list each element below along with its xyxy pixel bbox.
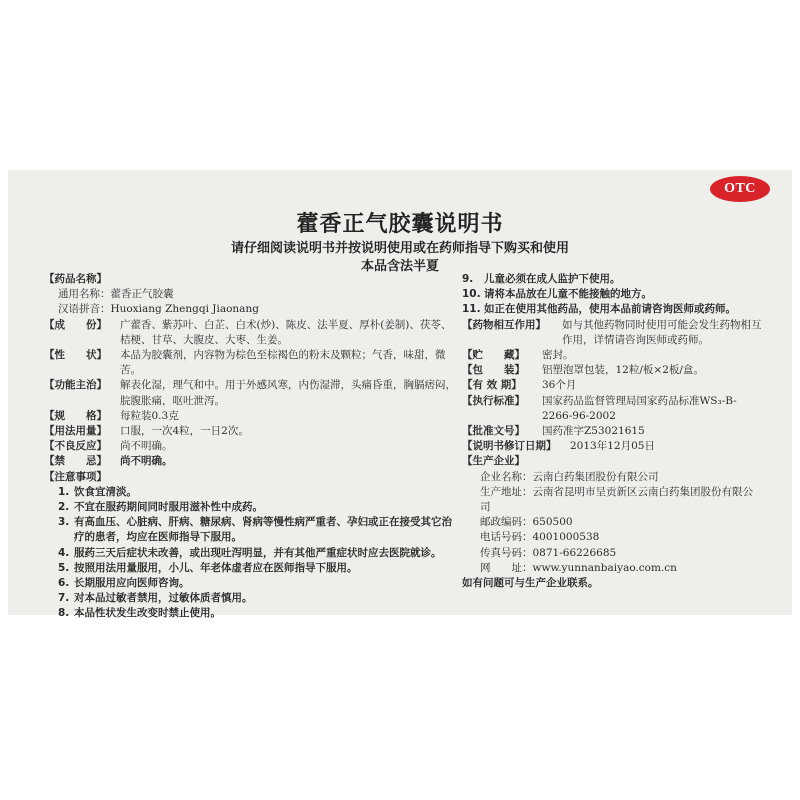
dosage-section bbox=[44, 424, 456, 439]
storage-section bbox=[462, 348, 762, 363]
ingredients-text: 广藿香、紫苏叶、白芷、白术(炒)、陈皮、法半夏、厚朴(姜制)、茯苓、桔梗、甘草、大腹皮、大枣、生姜。 bbox=[120, 318, 452, 346]
list-item: 4. 服药三天后症状未改善，或出现吐泻明显，并有其他严重症状时应去医院就诊。 bbox=[58, 546, 442, 559]
subtitle-secondary: 本品含法半夏 bbox=[360, 259, 439, 274]
list-item: 11. 如正在使用其他药品，使用本品前请咨询医师或药师。 bbox=[462, 303, 736, 316]
maker-address: 生产地址：云南省昆明市呈贡新区云南白药集团股份有限公司 bbox=[480, 485, 753, 514]
package-header: 【包 装】 bbox=[462, 364, 525, 377]
storage-text: 密封。 bbox=[542, 349, 574, 362]
page-title: 藿香正气胶囊说明书 bbox=[296, 212, 504, 237]
notes-list bbox=[44, 485, 456, 622]
list-item: 7. 对本品过敏者禁用，过敏体质者慎用。 bbox=[58, 592, 253, 605]
indication-text: 解表化湿，理气和中。用于外感风寒，内伤湿滞，头痛昏重，胸膈痞闷，脘腹胀痛，呕吐泄泻。 bbox=[120, 379, 456, 407]
adverse-header: 【不良反应】 bbox=[44, 440, 107, 453]
package-section bbox=[462, 363, 762, 378]
approval-header: 【批准文号】 bbox=[462, 425, 525, 438]
adverse-text: 尚不明确。 bbox=[120, 440, 173, 453]
interaction-section bbox=[462, 318, 762, 348]
validity-text: 36个月 bbox=[542, 379, 577, 392]
notes-list-continued bbox=[462, 272, 762, 318]
revision-text: 2013年12月05日 bbox=[570, 440, 655, 453]
fax-number: 传真号码：0871-66226685 bbox=[480, 546, 617, 559]
character-header: 【性 状】 bbox=[44, 349, 107, 362]
approval-text: 国药准字Z53021615 bbox=[542, 425, 645, 438]
list-item: 10. 请将本品放在儿童不能接触的地方。 bbox=[462, 288, 652, 301]
drug-name-header: 【药品名称】 bbox=[44, 273, 107, 285]
generic-name: 通用名称：藿香正气胶囊 bbox=[58, 288, 174, 301]
list-item: 8. 本品性状发生改变时禁止使用。 bbox=[58, 607, 221, 620]
list-item: 5. 按照用法用量服用，小儿、年老体虚者应在医师指导下服用。 bbox=[58, 561, 358, 574]
standard-section bbox=[462, 394, 762, 424]
interaction-text: 如与其他药物同时使用可能会发生药物相互作用，详情请咨询医师或药师。 bbox=[562, 318, 762, 346]
contra-section bbox=[44, 454, 456, 469]
dosage-header: 【用法用量】 bbox=[44, 425, 107, 438]
spec-header: 【规 格】 bbox=[44, 409, 107, 422]
phone-number: 电话号码：4001000538 bbox=[480, 531, 600, 544]
dosage-text: 口服，一次4粒，一日2次。 bbox=[120, 425, 249, 438]
character-section bbox=[44, 348, 456, 378]
character-text: 本品为胶囊剂，内容物为棕色至棕褐色的粉末及颗粒；气香，味甜，微苦。 bbox=[120, 349, 446, 377]
validity-section bbox=[462, 378, 762, 393]
standard-text: 国家药品监督管理局国家药品标准WS₃-B-2266-96-2002 bbox=[542, 394, 737, 422]
indication-header: 【功能主治】 bbox=[44, 379, 107, 392]
notes-header: 【注意事项】 bbox=[44, 470, 107, 483]
ingredients-section bbox=[44, 318, 456, 348]
spec-section bbox=[44, 409, 456, 424]
adverse-section bbox=[44, 439, 456, 454]
maker-name: 企业名称：云南白药集团股份有限公司 bbox=[480, 470, 659, 483]
maker-header: 【生产企业】 bbox=[462, 455, 525, 468]
ingredients-header: 【成 份】 bbox=[44, 318, 107, 331]
validity-header: 【有 效 期】 bbox=[462, 379, 522, 392]
list-item: 1. 饮食宜清淡。 bbox=[58, 485, 137, 498]
interaction-header: 【药物相互作用】 bbox=[462, 318, 546, 331]
approval-section bbox=[462, 424, 762, 439]
revision-header: 【说明书修订日期】 bbox=[462, 440, 557, 453]
indication-section bbox=[44, 378, 456, 408]
list-item: 3. 有高血压、心脏病、肝病、糖尿病、肾病等慢性病严重者、孕妇或正在接受其它治疗的患者，均应在医师指导下服用。 bbox=[58, 516, 452, 544]
storage-header: 【贮 藏】 bbox=[462, 349, 525, 362]
right-column bbox=[462, 272, 762, 591]
spec-text: 每粒装0.3克 bbox=[120, 409, 179, 422]
website: 网 址：www.yunnanbaiyao.com.cn bbox=[480, 561, 677, 574]
left-column bbox=[44, 272, 456, 622]
standard-header: 【执行标准】 bbox=[462, 394, 525, 407]
package-text: 铝塑泡罩包装，12粒/板×2板/盒。 bbox=[542, 364, 704, 377]
maker-details bbox=[462, 470, 762, 576]
list-item: 2. 不宜在服药期间同时服用滋补性中成药。 bbox=[58, 501, 263, 514]
contra-text: 尚不明确。 bbox=[120, 455, 173, 468]
list-item: 9. 儿童必须在成人监护下使用。 bbox=[462, 273, 621, 285]
list-item: 6. 长期服用应向医师咨询。 bbox=[58, 577, 190, 590]
contact-note: 如有问题可与生产企业联系。 bbox=[462, 577, 599, 590]
revision-section bbox=[462, 439, 762, 454]
postcode: 邮政编码：650500 bbox=[480, 516, 573, 529]
pinyin-name: 汉语拼音：Huoxiang Zhengqi Jiaonang bbox=[58, 303, 259, 316]
contra-header: 【禁 忌】 bbox=[44, 455, 107, 468]
subtitle: 请仔细阅读说明书并按说明使用或在药师指导下购买和使用 bbox=[230, 241, 569, 256]
otc-badge: OTC bbox=[710, 176, 770, 202]
